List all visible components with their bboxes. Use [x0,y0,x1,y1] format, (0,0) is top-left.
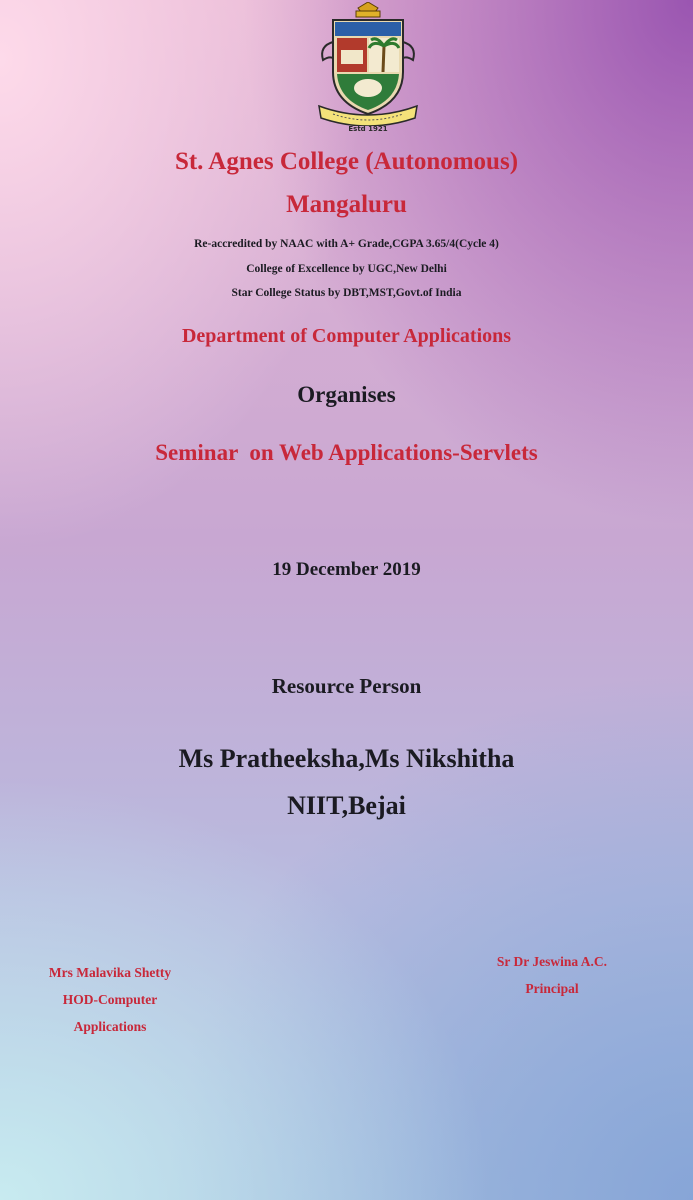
event-date: 19 December 2019 [272,559,421,580]
signatory-right-name: Sr Dr Jeswina A.C. [496,954,608,969]
department-name: Department of Computer Applications [181,325,512,347]
accreditation-line-1: Re-accredited by NAAC with A+ Grade,CGPA 3.65/4(Cycle 4) [194,238,499,250]
signatory-left-role-line2: Applications [73,1019,147,1034]
college-crest-logo [311,2,425,126]
resource-person-heading: Resource Person [271,674,422,698]
signatory-right-role: Principal [525,981,579,996]
accreditation-line-2: College of Excellence by UGC,New Delhi [246,263,447,275]
organises-text: Organises [297,382,396,407]
resource-person-names: Ms Pratheeksha,Ms Nikshitha [178,744,515,773]
seminar-title: Seminar on Web Applications-Servlets [155,440,538,465]
signatory-right [462,948,642,1002]
college-city: Mangaluru [286,191,407,218]
signatory-left-name: Mrs Malavika Shetty [48,965,172,980]
signatory-left-role-line1: HOD-Computer [62,992,158,1007]
college-name: St. Agnes College (Autonomous) [174,148,519,175]
resource-person-organization: NIIT,Bejai [287,791,406,820]
accreditation-line-3: Star College Status by DBT,MST,Govt.of India [231,287,462,299]
signatory-left [20,959,200,1040]
establishment-year: Estd 1921 [348,125,388,133]
